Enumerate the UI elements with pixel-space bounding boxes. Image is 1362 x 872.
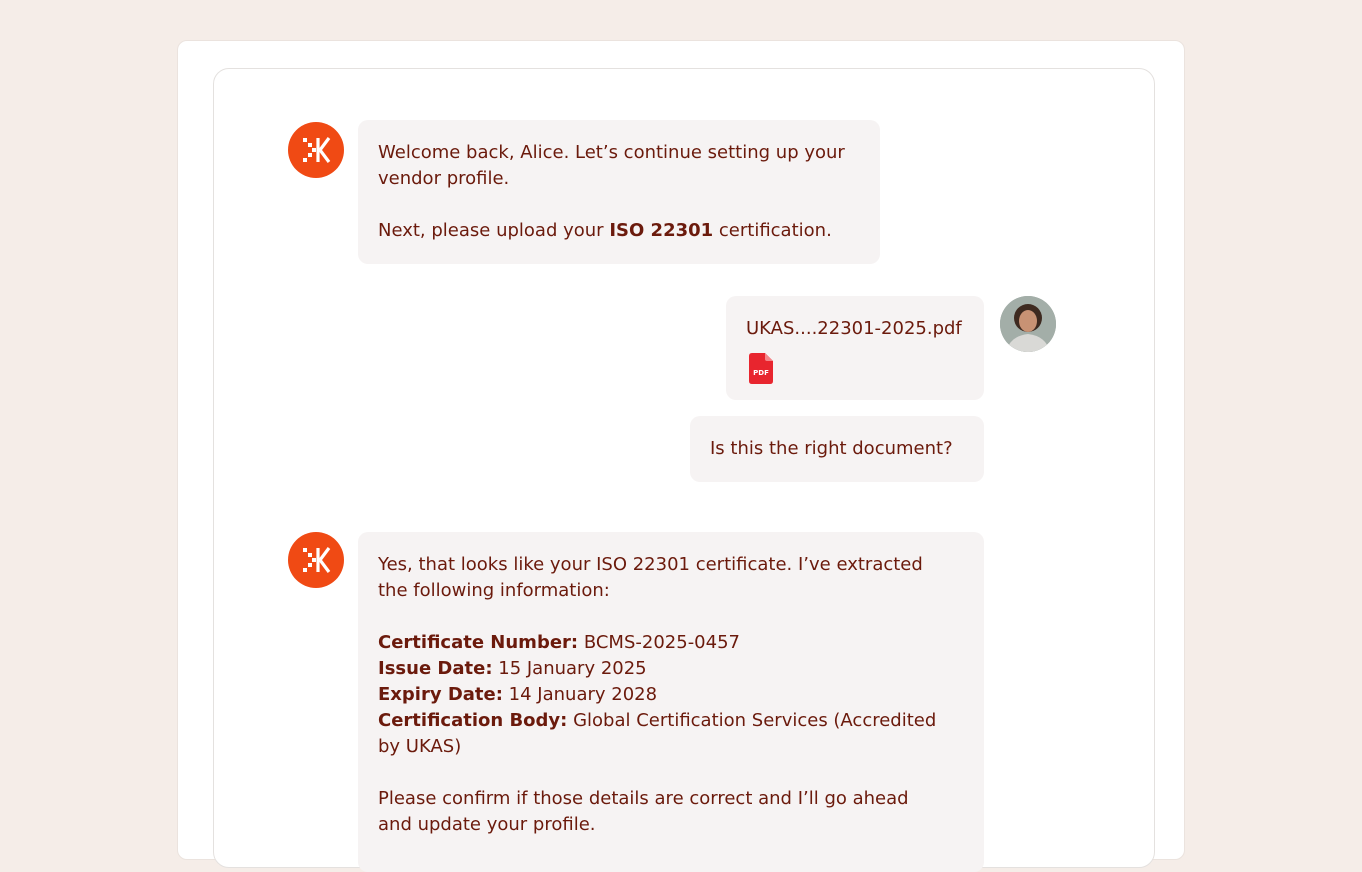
- issue-date-field: Issue Date: 15 January 2025: [378, 658, 647, 679]
- assistant-message-bubble: [358, 532, 984, 872]
- message-text: Is this the right document?: [710, 438, 953, 459]
- assistant-message-bubble: [358, 120, 880, 264]
- message-text: by UKAS): [378, 736, 462, 757]
- user-avatar: [1000, 296, 1056, 352]
- user-message-bubble: [690, 416, 984, 482]
- assistant-avatar: [288, 122, 344, 178]
- svg-text:PDF: PDF: [753, 369, 769, 377]
- message-text: Yes, that looks like your ISO 22301 certificate. I’ve extracted: [378, 554, 923, 575]
- assistant-avatar: [288, 532, 344, 588]
- message-text: Welcome back, Alice. Let’s continue setting up your: [378, 142, 845, 163]
- certification-body-field: Certification Body: Global Certification Services (Accredited: [378, 710, 937, 731]
- pdf-icon[interactable]: [749, 353, 773, 384]
- message-text: the following information:: [378, 580, 610, 601]
- message-text: Please confirm if those details are correct and I’ll go ahead: [378, 788, 909, 809]
- message-text: Next, please upload your ISO 22301 certification.: [378, 220, 832, 241]
- message-text: vendor profile.: [378, 168, 510, 189]
- certificate-number-field: Certificate Number: BCMS-2025-0457: [378, 632, 740, 653]
- file-attachment-bubble[interactable]: [726, 296, 984, 400]
- certification-name: ISO 22301: [609, 220, 714, 241]
- expiry-date-field: Expiry Date: 14 January 2028: [378, 684, 658, 705]
- file-name[interactable]: UKAS....22301-2025.pdf: [746, 318, 962, 339]
- brand-x-icon: [301, 136, 331, 164]
- brand-x-icon: [301, 546, 331, 574]
- message-text: and update your profile.: [378, 814, 596, 835]
- user-photo-icon: [1000, 296, 1056, 352]
